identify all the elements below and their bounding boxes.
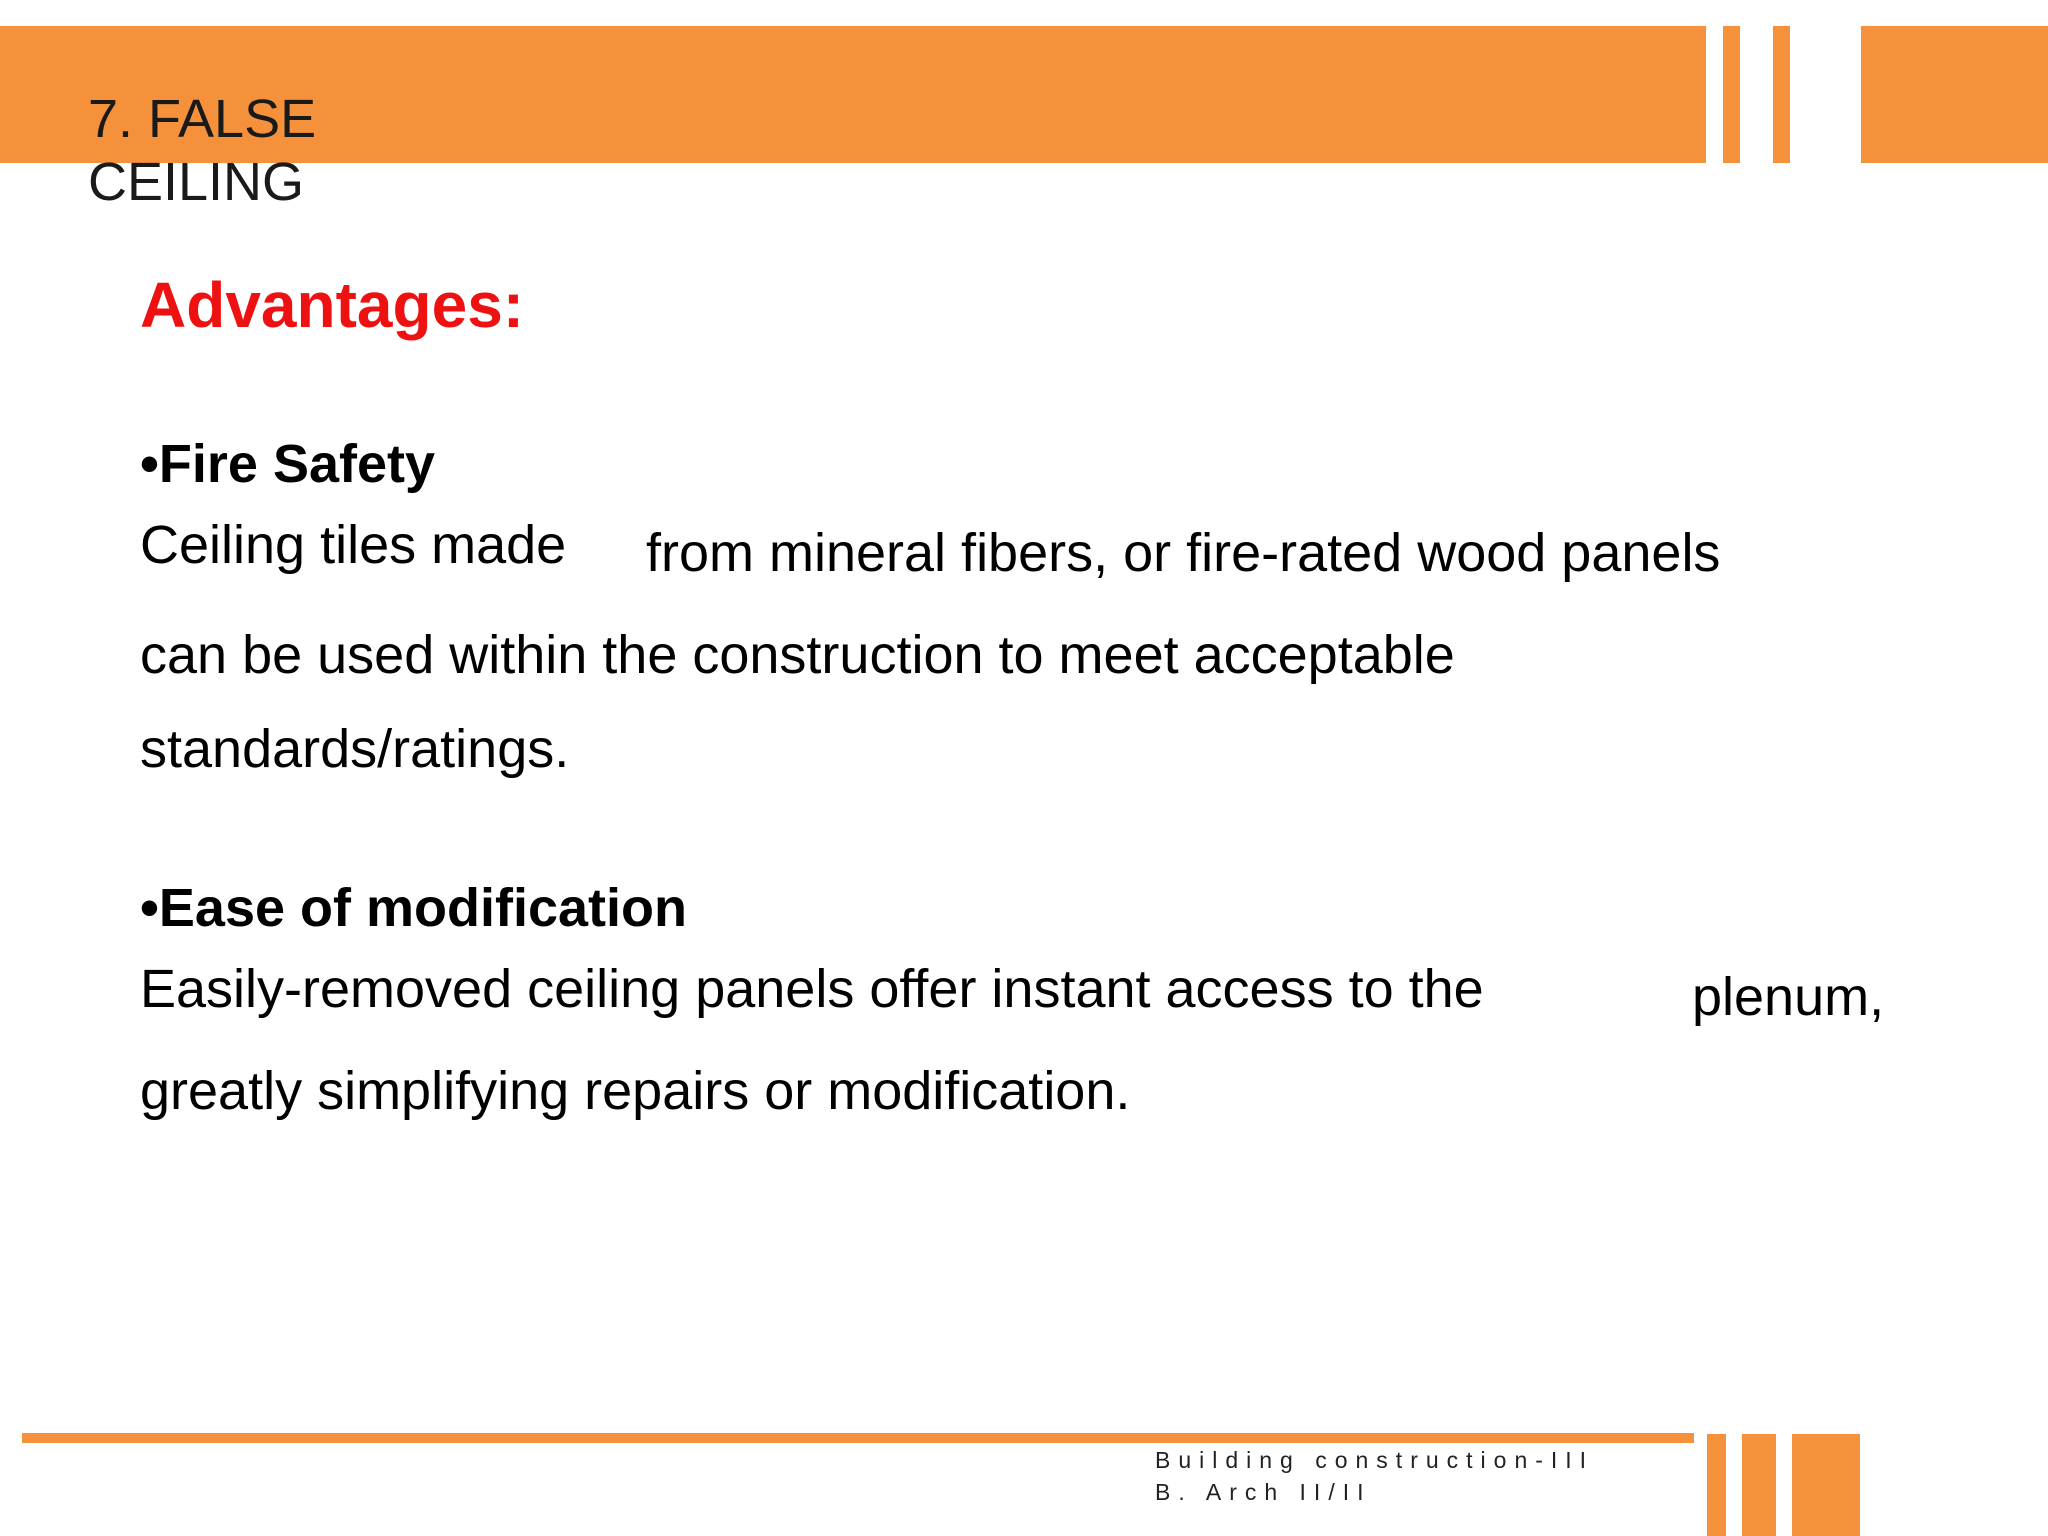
header-stripe bbox=[1723, 26, 1740, 163]
footer-block bbox=[1792, 1434, 1860, 1536]
footer-course: Building construction-III bbox=[1155, 1447, 1595, 1473]
body-text-line: from mineral fibers, or fire-rated wood panels bbox=[646, 523, 1721, 583]
header-right-block bbox=[1861, 26, 2048, 163]
footer-program: B. Arch II/II bbox=[1155, 1479, 1372, 1505]
body-text-line: Ceiling tiles made bbox=[140, 515, 567, 575]
footer-rule bbox=[22, 1433, 1694, 1443]
body-text-line: greatly simplifying repairs or modification. bbox=[140, 1061, 1131, 1121]
bullet-heading-ease-of-modification: •Ease of modification bbox=[140, 878, 687, 938]
footer-stripe bbox=[1707, 1434, 1726, 1536]
body-text-line: Easily-removed ceiling panels offer instant access to the bbox=[140, 959, 1484, 1019]
header-stripe bbox=[1773, 26, 1790, 163]
footer-stripe bbox=[1742, 1434, 1776, 1536]
body-text-line: plenum, bbox=[1692, 967, 1885, 1027]
slide-title: 7. FALSE CEILING bbox=[88, 89, 317, 212]
bullet-heading-fire-safety: •Fire Safety bbox=[140, 434, 436, 494]
body-text-line: can be used within the construction to meet acceptable bbox=[140, 625, 1455, 685]
section-heading: Advantages: bbox=[140, 269, 525, 341]
body-text-line: standards/ratings. bbox=[140, 719, 570, 779]
